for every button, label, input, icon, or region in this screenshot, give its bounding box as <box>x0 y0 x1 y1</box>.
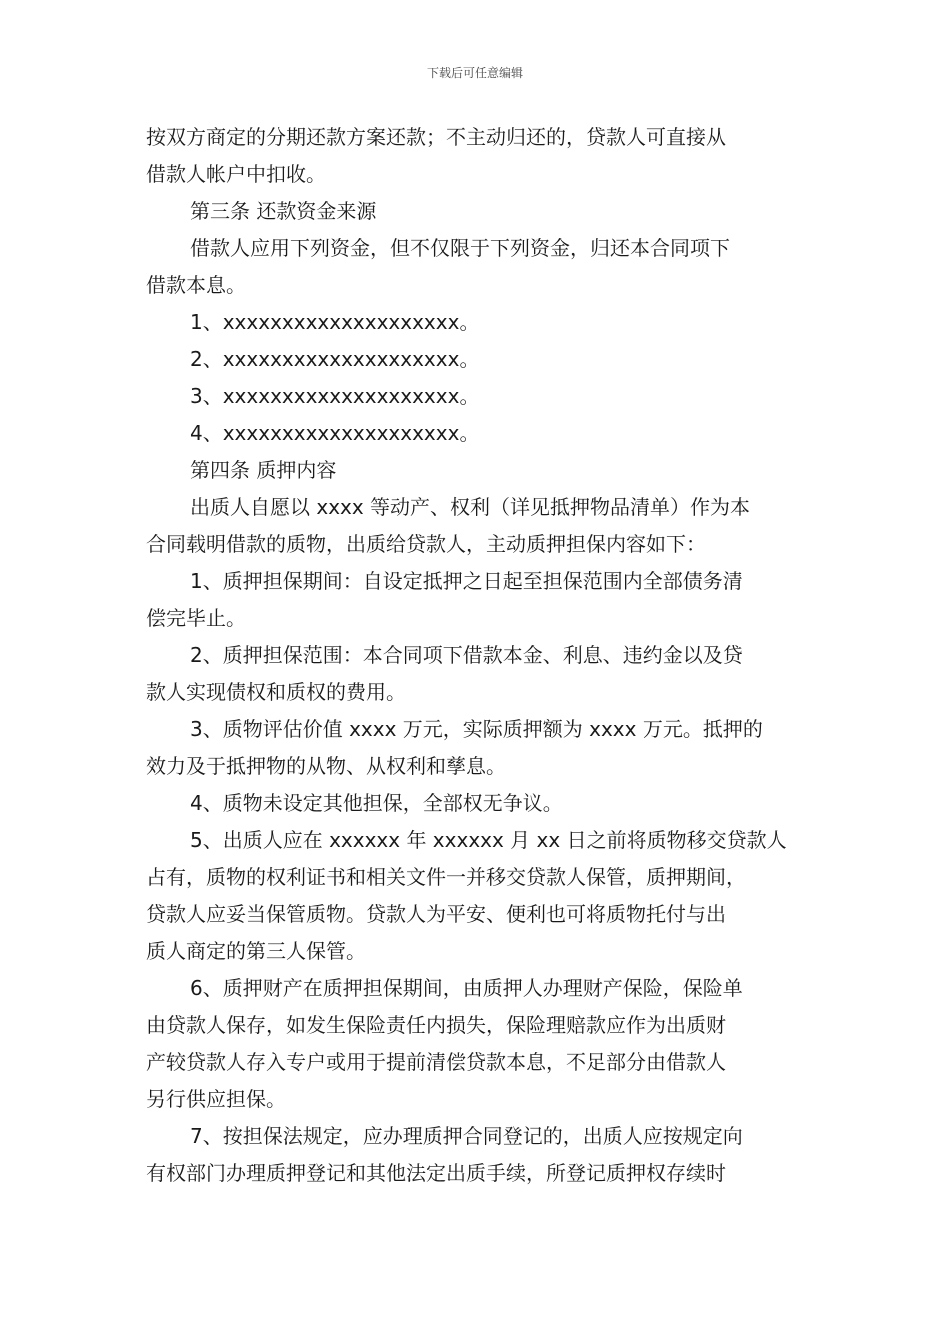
list-item: 3、xxxxxxxxxxxxxxxxxxxx。 <box>190 384 480 408</box>
text-line: 质人商定的第三人保管。 <box>146 939 366 963</box>
text-line: 出质人自愿以 xxxx 等动产、权利（详见抵押物品清单）作为本 <box>190 495 751 519</box>
list-item: 4、质物未设定其他担保，全部权无争议。 <box>190 791 563 815</box>
section-heading: 第四条 质押内容 <box>190 458 337 482</box>
text-line: 借款人应用下列资金，但不仅限于下列资金，归还本合同项下 <box>190 236 730 260</box>
text-line: 合同载明借款的质物，出质给贷款人，主动质押担保内容如下： <box>146 532 706 556</box>
text-line: 按双方商定的分期还款方案还款；不主动归还的，贷款人可直接从 <box>146 125 726 149</box>
list-item: 5、出质人应在 xxxxxx 年 xxxxxx 月 xx 日之前将质物移交贷款人 <box>190 828 787 852</box>
document-body <box>146 119 818 1192</box>
text-line: 另行供应担保。 <box>146 1087 286 1111</box>
list-item: 7、按担保法规定，应办理质押合同登记的，出质人应按规定向 <box>190 1124 743 1148</box>
list-item: 1、xxxxxxxxxxxxxxxxxxxx。 <box>190 310 480 334</box>
text-line: 贷款人应妥当保管质物。贷款人为平安、便利也可将质物托付与出 <box>146 902 726 926</box>
text-line: 借款人帐户中扣收。 <box>146 162 326 186</box>
list-item: 1、质押担保期间：自设定抵押之日起至担保范围内全部债务清 <box>190 569 743 593</box>
list-item: 2、质押担保范围：本合同项下借款本金、利息、违约金以及贷 <box>190 643 743 667</box>
text-line: 有权部门办理质押登记和其他法定出质手续，所登记质押权存续时 <box>146 1161 726 1185</box>
text-line: 由贷款人保存，如发生保险责任内损失，保险理赔款应作为出质财 <box>146 1013 726 1037</box>
text-line: 借款本息。 <box>146 273 246 297</box>
text-line: 偿完毕止。 <box>146 606 246 630</box>
section-heading: 第三条 还款资金来源 <box>190 199 377 223</box>
list-item: 6、质押财产在质押担保期间，由质押人办理财产保险，保险单 <box>190 976 743 1000</box>
list-item: 4、xxxxxxxxxxxxxxxxxxxx。 <box>190 421 480 445</box>
list-item: 3、质物评估价值 xxxx 万元，实际质押额为 xxxx 万元。抵押的 <box>190 717 763 741</box>
text-line: 占有，质物的权利证书和相关文件一并移交贷款人保管，质押期间， <box>146 865 746 889</box>
text-line: 产较贷款人存入专户或用于提前清偿贷款本息，不足部分由借款人 <box>146 1050 726 1074</box>
page-header: 下载后可任意编辑 <box>426 66 523 80</box>
text-line: 效力及于抵押物的从物、从权利和孳息。 <box>146 754 506 778</box>
list-item: 2、xxxxxxxxxxxxxxxxxxxx。 <box>190 347 480 371</box>
text-line: 款人实现债权和质权的费用。 <box>146 680 406 704</box>
